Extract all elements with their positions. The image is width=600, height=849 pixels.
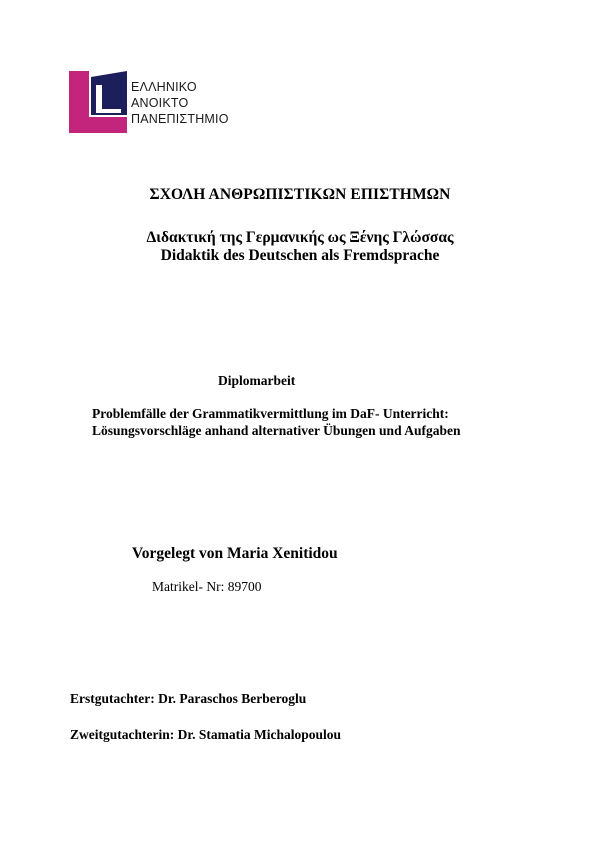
first-reviewer: Erstgutachter: Dr. Paraschos Berberoglu — [70, 691, 307, 706]
thesis-title-line-1: Problemfälle der Grammatikvermittlung im DaF- Unterricht: — [92, 406, 449, 421]
author-line: Vorgelegt von Maria Xenitidou — [132, 545, 338, 562]
department-name-greek: Διδακτική της Γερμανικής ως Ξένης Γλώσσας — [146, 229, 454, 246]
school-name: ΣΧΟΛΗ ΑΝΘΡΩΠΙΣΤΙΚΩΝ ΕΠΙΣΤΗΜΩΝ — [149, 186, 451, 203]
logo-text-line-1: ΕΛΛΗΝΙΚΟ — [131, 80, 197, 94]
matrikel-number: Matrikel- Nr: 89700 — [152, 579, 262, 594]
thesis-title-line-2: Lösungsvorschläge anhand alternativer Übungen und Aufgaben — [92, 423, 461, 438]
logo-mark-icon — [69, 71, 127, 133]
department-name-german: Didaktik des Deutschen als Fremdsprache — [160, 247, 440, 264]
second-reviewer: Zweitgutachterin: Dr. Stamatia Michalopoulou — [70, 727, 341, 742]
university-logo — [69, 71, 239, 133]
logo-text-line-2: ΑΝΟΙΚΤΟ — [131, 96, 189, 110]
thesis-type: Diplomarbeit — [218, 373, 296, 388]
logo-text-line-3: ΠΑΝΕΠΙΣΤΗΜΙΟ — [131, 112, 229, 126]
